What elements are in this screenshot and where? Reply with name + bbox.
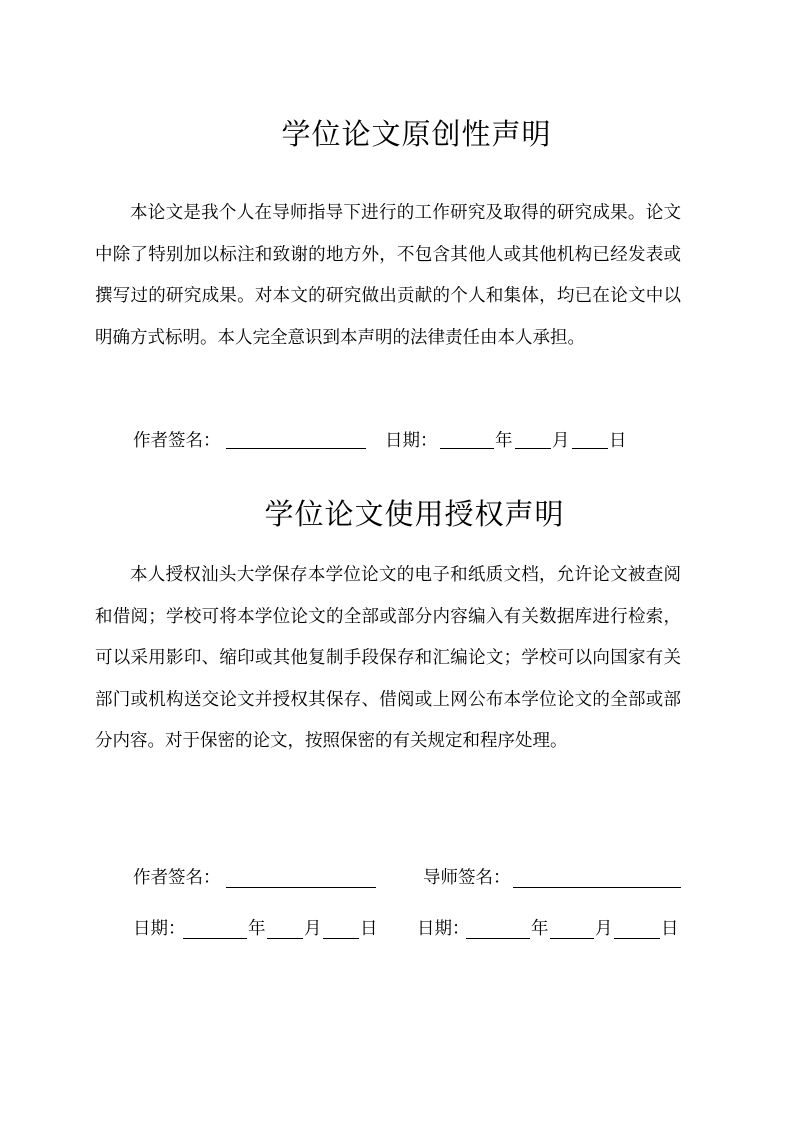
advisor-month-label: 月 [595, 919, 613, 939]
auth-author-date-label: 日期： [133, 919, 186, 939]
day-label: 日 [609, 431, 627, 451]
auth-author-month-field[interactable] [267, 920, 303, 939]
authorization-title: 学位论文使用授权声明 [264, 497, 565, 531]
advisor-sign-label: 导师签名： [423, 868, 511, 888]
author-sign-label: 作者签名： [133, 431, 221, 451]
month-field[interactable] [515, 430, 551, 449]
auth-author-year-label: 年 [248, 919, 266, 939]
author-sign-field[interactable] [226, 430, 366, 449]
auth-author-year-field[interactable] [183, 920, 247, 939]
day-field[interactable] [572, 430, 608, 449]
auth-author-sign-field[interactable] [226, 869, 376, 888]
authorization-body: 本人授权汕头大学保存本学位论文的电子和纸质文档，允许论文被查阅和借阅；学校可将本学位论文的全部或部分内容编入有关数据库进行检索，可以采用影印、缩印或其他复制手段保存和汇编论文；学校可以向国家有关部门或机构送交论文并授权其保存、借阅或上网公布本学位论文的全部或部分内容。对于保密的论文，按照保密的有关规定和程序处理。 [95, 565, 681, 751]
advisor-year-field[interactable] [466, 920, 530, 939]
advisor-sign-field[interactable] [513, 869, 681, 888]
year-label: 年 [495, 431, 513, 451]
year-field[interactable] [440, 430, 494, 449]
advisor-day-label: 日 [661, 919, 679, 939]
auth-author-month-label: 月 [304, 919, 322, 939]
advisor-day-field[interactable] [614, 920, 660, 939]
auth-author-sign-label: 作者签名： [133, 868, 221, 888]
auth-author-day-label: 日 [360, 919, 378, 939]
date-label: 日期： [385, 431, 438, 451]
advisor-year-label: 年 [531, 919, 549, 939]
originality-title: 学位论文原创性声明 [281, 117, 552, 151]
month-label: 月 [552, 431, 570, 451]
auth-author-day-field[interactable] [323, 920, 359, 939]
advisor-date-label: 日期： [417, 919, 470, 939]
originality-body: 本论文是我个人在导师指导下进行的工作研究及取得的研究成果。论文中除了特别加以标注和致谢的地方外，不包含其他人或其他机构已经发表或撰写过的研究成果。对本文的研究做出贡献的个人和集体，均已在论文中以明确方式标明。本人完全意识到本声明的法律责任由本人承担。 [95, 203, 681, 348]
advisor-month-field[interactable] [550, 920, 594, 939]
